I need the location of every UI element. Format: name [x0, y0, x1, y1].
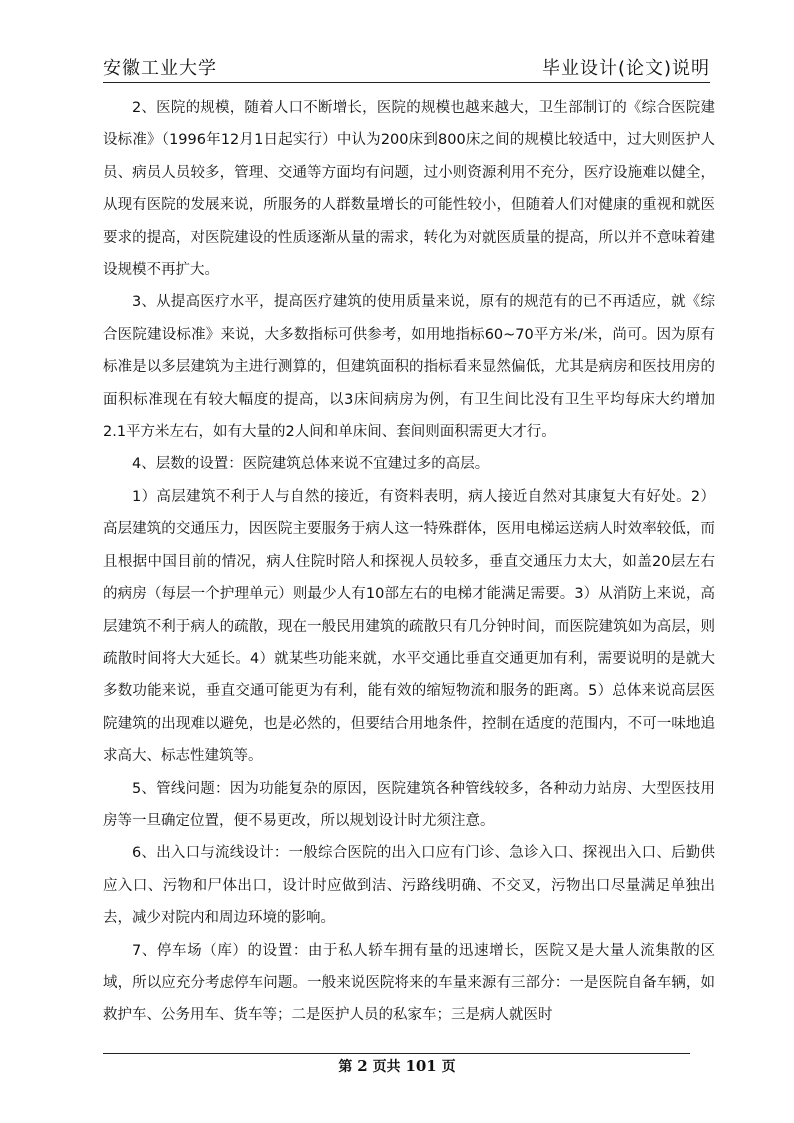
university-name: 安徽工业大学 [103, 58, 217, 79]
footer-prefix: 第 [338, 1059, 353, 1075]
paragraph-hospital-scale: 2、医院的规模，随着人口不断增长，医院的规模也越来越大，卫生部制订的《综合医院建设标准》（1996年12月1日起实行）中认为200床到800床之间的规模比较适中，过大则医护人员、病员人员较多，管理、交通等方面均有问题，过小则资源利用不充分，医疗设施难以健全，从现有医院的发展来说，所服务的人群数量增长的可能性较小，但随着人们对健康的重视和就医要求的提高，对医院建设的性质逐渐从量的需求，转化为对就医质量的提高，所以并不意味着建设规模不再扩大。 [103, 100, 715, 279]
footer-middle: 页共 [372, 1059, 401, 1075]
footer-divider [103, 1053, 690, 1054]
page-number: 2 [357, 1057, 368, 1075]
document-type: 毕业设计(论文)说明 [541, 58, 710, 79]
footer-suffix: 页 [441, 1059, 456, 1075]
paragraph-entrances: 6、出入口与流线设计：一般综合医院的出入口应有门诊、急诊入口、探视出入口、后勤供应入口、污物和尸体出口，设计时应做到洁、污路线明确、不交叉，污物出口尽量满足单独出去，减少对院内和周边环境的影响。 [103, 845, 715, 927]
total-pages: 101 [405, 1057, 437, 1075]
paragraph-high-rise-points: 1）高层建筑不利于人与自然的接近，有资料表明，病人接近自然对其康复大有好处。2）高层建筑的交通压力，因医院主要服务于病人这一特殊群体，医用电梯运送病人时效率较低，而且根据中国目前的情况，病人住院时陪人和探视人员较多，垂直交通压力太大，如盖20层左右的病房（每层一个护理单元）则最少人有10部左右的电梯才能满足需要。3）从消防上来说，高层建筑不利于病人的疏散，现在一般民用建筑的疏散只有几分钟时间，而医院建筑如为高层，则疏散时间将大大延长。4）就某些功能来就，水平交通比垂直交通更加有利，需要说明的是就大多数功能来说，垂直交通可能更为有利，能有效的缩短物流和服务的距离。5）总体来说高层医院建筑的出现难以避免，也是必然的，但要结合用地条件，控制在适度的范围内，不可一味地追求高大、标志性建筑等。 [103, 488, 715, 765]
paragraph-floor-count: 4、层数的设置：医院建筑总体来说不宜建过多的高层。 [132, 456, 490, 473]
paragraph-medical-level: 3、从提高医疗水平，提高医疗建筑的使用质量来说，原有的规范有的已不再适应，就《综合医院建设标准》来说，大多数指标可供参考，如用地指标60~70平方米/米，尚可。因为原有标准是以多层建筑为主进行测算的，但建筑面积的指标看来显然偏低，尤其是病房和医技用房的面积标准现在有较大幅度的提高，以3床间病房为例，有卫生间比没有卫生平均每床大约增加2.1平方米左右，如有大量的2人间和单床间、套间则面积需更大才行。 [103, 294, 715, 441]
page-footer [0, 1056, 794, 1077]
page-header [103, 58, 710, 83]
page-body [103, 92, 715, 1032]
paragraph-pipelines: 5、管线问题：因为功能复杂的原因，医院建筑各种管线较多，各种动力站房、大型医技用房等一旦确定位置，便不易更改，所以规划设计时尤须注意。 [103, 780, 715, 829]
paragraph-parking: 7、停车场（库）的设置：由于私人轿车拥有量的迅速增长，医院又是大量人流集散的区域，所以应充分考虑停车问题。一般来说医院将来的车量来源有三部分：一是医院自备车辆，如救护车、公务用车、货车等；二是医护人员的私家车；三是病人就医时 [103, 942, 715, 1024]
